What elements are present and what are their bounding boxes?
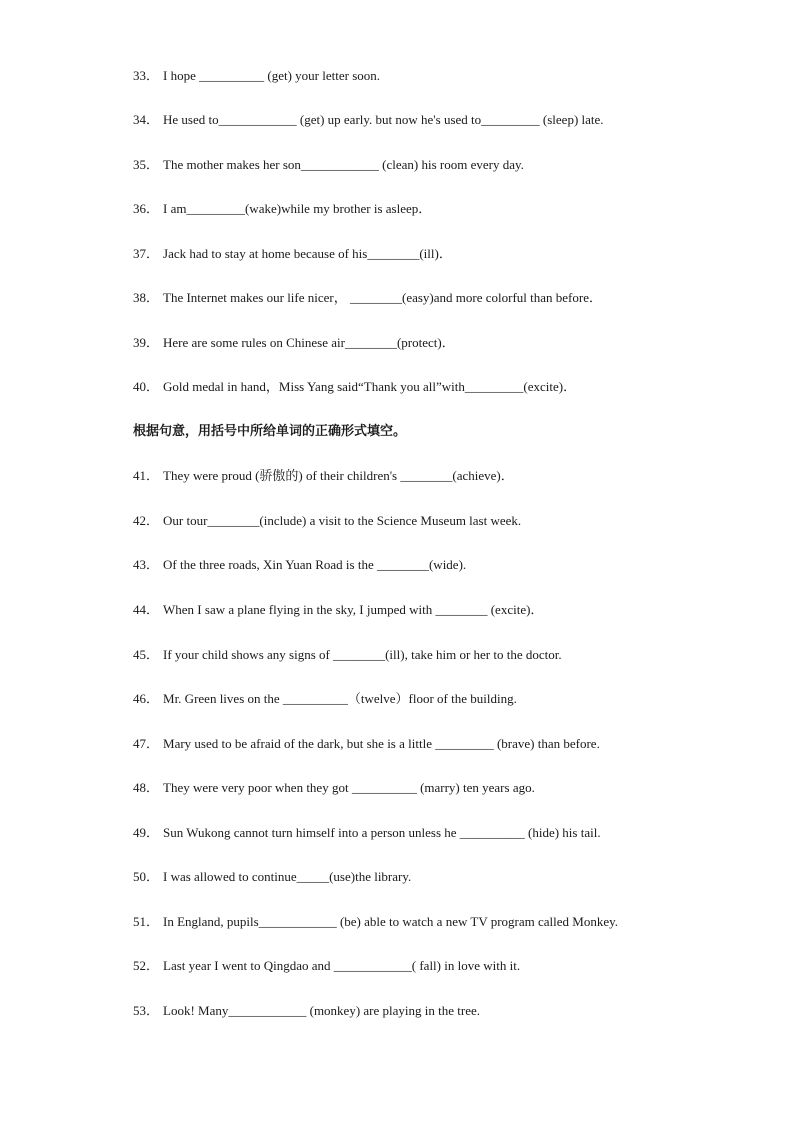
question-text: When I saw a plane flying in the sky, I jumped with ________ (excite)． bbox=[163, 602, 544, 617]
question-text: The mother makes her son____________ (clean) his room every day. bbox=[163, 157, 524, 172]
question-number: 50． bbox=[133, 869, 160, 884]
question-text: I hope __________ (get) your letter soon. bbox=[163, 68, 380, 83]
question-49 bbox=[133, 825, 754, 841]
question-34 bbox=[133, 112, 754, 128]
question-number: 53． bbox=[133, 1003, 160, 1018]
question-text: If your child shows any signs of ________(ill), take him or her to the doctor. bbox=[163, 647, 562, 662]
question-53 bbox=[133, 1003, 754, 1019]
question-text: The Internet makes our life nicer， ________(easy)and more colorful than before． bbox=[163, 290, 602, 305]
question-text: Mary used to be afraid of the dark, but she is a little _________ (brave) than before. bbox=[163, 736, 600, 751]
question-number: 36． bbox=[133, 201, 160, 216]
question-text: Here are some rules on Chinese air________(protect)． bbox=[163, 335, 455, 350]
question-text: Look! Many____________ (monkey) are playing in the tree. bbox=[163, 1003, 480, 1018]
question-52 bbox=[133, 958, 754, 974]
question-text: They were proud (骄傲的) of their children's ________(achieve)． bbox=[163, 468, 514, 483]
question-number: 38． bbox=[133, 290, 160, 305]
question-number: 39． bbox=[133, 335, 160, 350]
question-text: Our tour________(include) a visit to the Science Museum last week. bbox=[163, 513, 522, 528]
question-number: 44． bbox=[133, 602, 160, 617]
question-35 bbox=[133, 157, 754, 173]
question-text: He used to____________ (get) up early. but now he's used to_________ (sleep) late. bbox=[163, 112, 604, 127]
question-number: 37． bbox=[133, 246, 160, 261]
question-text: Sun Wukong cannot turn himself into a person unless he __________ (hide) his tail. bbox=[163, 825, 601, 840]
question-42 bbox=[133, 513, 754, 529]
question-text: Mr. Green lives on the __________（twelve）floor of the building. bbox=[163, 691, 517, 706]
question-38 bbox=[133, 290, 754, 306]
question-number: 52． bbox=[133, 958, 160, 973]
question-text: Jack had to stay at home because of his________(ill)． bbox=[163, 246, 452, 261]
question-45 bbox=[133, 647, 754, 663]
question-37 bbox=[133, 246, 754, 262]
question-47 bbox=[133, 736, 754, 752]
question-39 bbox=[133, 335, 754, 351]
question-number: 42． bbox=[133, 513, 160, 528]
question-text: I am_________(wake)while my brother is asleep． bbox=[163, 201, 432, 216]
section-heading: 根据句意，用括号中所给单词的正确形式填空。 bbox=[133, 424, 407, 439]
question-number: 51． bbox=[133, 914, 160, 929]
question-number: 35． bbox=[133, 157, 160, 172]
question-50 bbox=[133, 869, 754, 885]
question-41 bbox=[133, 468, 754, 484]
question-number: 49． bbox=[133, 825, 160, 840]
question-number: 43． bbox=[133, 557, 160, 572]
question-number: 41． bbox=[133, 468, 160, 483]
question-40 bbox=[133, 379, 754, 395]
question-36 bbox=[133, 201, 754, 217]
question-text: They were very poor when they got __________ (marry) ten years ago. bbox=[163, 780, 535, 795]
question-number: 34． bbox=[133, 112, 160, 127]
question-number: 48． bbox=[133, 780, 160, 795]
question-text: Of the three roads, Xin Yuan Road is the ________(wide). bbox=[163, 557, 467, 572]
question-43 bbox=[133, 557, 754, 573]
question-46 bbox=[133, 691, 754, 707]
question-text: In England, pupils____________ (be) able to watch a new TV program called Monkey. bbox=[163, 914, 619, 929]
question-number: 45． bbox=[133, 647, 160, 662]
question-text: Gold medal in hand，Miss Yang said“Thank you all”with_________(excite)． bbox=[163, 379, 577, 394]
question-number: 40． bbox=[133, 379, 160, 394]
question-48 bbox=[133, 780, 754, 796]
question-number: 47． bbox=[133, 736, 160, 751]
question-text: Last year I went to Qingdao and ____________( fall) in love with it. bbox=[163, 958, 521, 973]
question-51 bbox=[133, 914, 754, 930]
question-44 bbox=[133, 602, 754, 618]
question-number: 46． bbox=[133, 691, 160, 706]
question-33 bbox=[133, 68, 754, 84]
question-text: I was allowed to continue_____(use)the library. bbox=[163, 869, 412, 884]
question-number: 33． bbox=[133, 68, 160, 83]
